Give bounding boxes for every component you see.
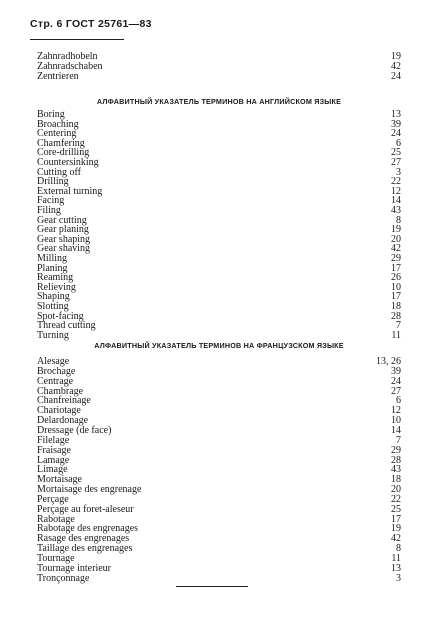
index-entry (37, 129, 401, 139)
index-term: Drilling (37, 176, 69, 188)
index-term: Gear cutting (37, 214, 87, 226)
index-ref-number: 10 (391, 415, 401, 427)
index-ref-number: 14 (391, 195, 401, 207)
index-entry (37, 302, 401, 312)
index-term: Gear planing (37, 224, 89, 236)
index-ref-number: 18 (391, 474, 401, 486)
index-ref-number: 19 (391, 51, 401, 62)
index-term: Limage (37, 464, 68, 476)
index-ref-number: 42 (391, 533, 401, 545)
index-ref-number: 27 (391, 385, 401, 397)
index-term: Fraisage (37, 444, 71, 456)
index-ref-number: 14 (391, 424, 401, 436)
index-term: Zentrieren (37, 71, 79, 82)
index-entry (37, 446, 401, 456)
index-ref-number: 8 (396, 543, 401, 555)
index-ref-number: 11 (391, 553, 401, 564)
index-ref-number: 7 (396, 320, 401, 332)
index-ref-number: 3 (396, 572, 401, 584)
index-ref-number: 24 (391, 375, 401, 387)
index-term: Dressage (de face) (37, 424, 112, 436)
index-entry (37, 456, 401, 466)
index-entry (37, 264, 401, 274)
index-ref-number: 12 (391, 185, 401, 197)
index-entry (37, 574, 401, 584)
index-ref-number: 6 (396, 395, 401, 407)
index-ref-number: 12 (391, 405, 401, 417)
index-ref-number: 20 (391, 484, 401, 496)
index-ref-number: 29 (391, 444, 401, 456)
index-term: Brochage (37, 365, 76, 377)
index-ref-number: 10 (391, 281, 401, 293)
index-ref-number: 19 (391, 224, 401, 236)
index-term: Countersinking (37, 157, 99, 168)
index-term: Broaching (37, 118, 79, 130)
english-index-heading: АЛФАВИТНЫЙ УКАЗАТЕЛЬ ТЕРМИНОВ НА АНГЛИЙСКОМ ЯЗЫКЕ (96, 97, 342, 106)
index-term: Tournage interieur (37, 562, 111, 574)
index-term: Chariotage (37, 405, 81, 417)
index-ref-number: 28 (391, 310, 401, 322)
index-term: Zahnradhobeln (37, 51, 98, 62)
index-ref-number: 25 (391, 503, 401, 515)
index-entry (37, 321, 401, 331)
index-entry (37, 331, 401, 341)
index-entry (37, 139, 401, 149)
index-entry (37, 187, 401, 197)
index-entry (37, 377, 401, 387)
index-term: Chanfreinage (37, 395, 91, 407)
index-term: Mortaisage (37, 474, 82, 486)
index-ref-number: 43 (391, 205, 401, 216)
index-term: Perçage (37, 493, 69, 505)
index-term: Cutting off (37, 166, 81, 178)
index-term: Spot-facing (37, 310, 84, 322)
index-entry (37, 283, 401, 293)
index-term: Zahnradschaben (37, 61, 103, 72)
index-ref-number: 7 (396, 434, 401, 446)
index-ref-number: 25 (391, 147, 401, 159)
index-entry (37, 564, 401, 574)
index-term: Filelage (37, 434, 70, 446)
index-term: Thread cutting (37, 320, 96, 332)
index-entry (37, 426, 401, 436)
index-ref-number: 24 (391, 71, 401, 82)
index-term: Turning (37, 329, 69, 341)
index-term: Gear shaping (37, 233, 91, 245)
index-entry (37, 196, 401, 206)
index-ref-number: 28 (391, 454, 401, 466)
index-ref-number: 17 (391, 291, 401, 303)
index-ref-number: 29 (391, 253, 401, 264)
index-term: Chamfering (37, 137, 85, 149)
index-entry (37, 396, 401, 406)
index-entry (37, 244, 401, 254)
index-term: Taillage des engrenages (37, 543, 133, 555)
index-ref-number: 19 (391, 523, 401, 535)
index-ref-number: 39 (391, 118, 401, 130)
index-ref-number: 13 (391, 562, 401, 574)
index-entry (37, 254, 401, 264)
index-entry (37, 206, 401, 216)
index-entry (37, 120, 401, 130)
index-term: Tournage (37, 553, 75, 564)
index-entry (37, 235, 401, 245)
index-term: Centrage (37, 375, 74, 387)
index-ref-number: 6 (396, 137, 401, 149)
index-term: Delardonage (37, 415, 89, 427)
index-entry (37, 292, 401, 302)
index-term: Slotting (37, 301, 69, 312)
index-term: Gear shaving (37, 243, 91, 255)
index-term: Relieving (37, 281, 76, 293)
index-entry (37, 367, 401, 377)
index-ref-number: 27 (391, 157, 401, 168)
index-term: Shaping (37, 291, 70, 303)
index-term: Planing (37, 262, 68, 274)
index-entry (37, 110, 401, 120)
index-term: Rabotage des engrenages (37, 523, 139, 535)
index-ref-number: 43 (391, 464, 401, 476)
index-term: Boring (37, 109, 65, 120)
index-ref-number: 18 (391, 301, 401, 312)
index-ref-number: 39 (391, 365, 401, 377)
index-entry (37, 505, 401, 515)
index-ref-number: 17 (391, 513, 401, 525)
index-ref-number: 42 (391, 61, 401, 72)
index-ref-number: 17 (391, 262, 401, 274)
index-term: Tronçonnage (37, 572, 90, 584)
index-ref-number: 42 (391, 243, 401, 255)
index-entry (37, 357, 401, 367)
index-entry (37, 544, 401, 554)
index-entry (37, 168, 401, 178)
index-ref-number: 26 (391, 272, 401, 284)
index-ref-number: 13 (391, 109, 401, 120)
index-term: Facing (37, 195, 65, 207)
index-ref-number: 20 (391, 233, 401, 245)
index-ref-number: 13, 26 (376, 356, 401, 367)
index-entry (37, 465, 401, 475)
index-term: Core-drilling (37, 147, 90, 159)
index-entry (37, 72, 401, 82)
index-term: Perçage au foret-aleseur (37, 503, 134, 515)
index-entry (37, 225, 401, 235)
index-entry (37, 158, 401, 168)
index-entry (37, 387, 401, 397)
index-ref-number: 22 (391, 493, 401, 505)
index-term: Filing (37, 205, 61, 216)
index-term: Chambrage (37, 385, 84, 397)
index-ref-number: 24 (391, 128, 401, 140)
index-ref-number: 8 (396, 214, 401, 226)
index-term: External turning (37, 185, 103, 197)
end-rule (176, 586, 248, 587)
index-entry (37, 436, 401, 446)
index-entry (37, 62, 401, 72)
index-term: Alesage (37, 356, 70, 367)
index-term: Reaming (37, 272, 74, 284)
french-index-heading: АЛФАВИТНЫЙ УКАЗАТЕЛЬ ТЕРМИНОВ НА ФРАНЦУЗСКОМ ЯЗЫКЕ (94, 341, 344, 350)
index-term: Rabotage (37, 513, 75, 525)
index-term: Milling (37, 253, 68, 264)
index-entry (37, 216, 401, 226)
index-term: Lamage (37, 454, 70, 466)
index-term: Mortaisage des engrenage (37, 484, 142, 496)
index-ref-number: 11 (391, 329, 401, 341)
header-rule (30, 39, 124, 40)
index-entry (37, 273, 401, 283)
index-entry (37, 485, 401, 495)
index-ref-number: 22 (391, 176, 401, 188)
index-ref-number: 3 (396, 166, 401, 178)
page-header: Стр. 6 ГОСТ 25761—83 (30, 18, 152, 30)
index-entry (37, 406, 401, 416)
index-term: Rasage des engrenages (37, 533, 130, 545)
index-term: Centering (37, 128, 77, 140)
